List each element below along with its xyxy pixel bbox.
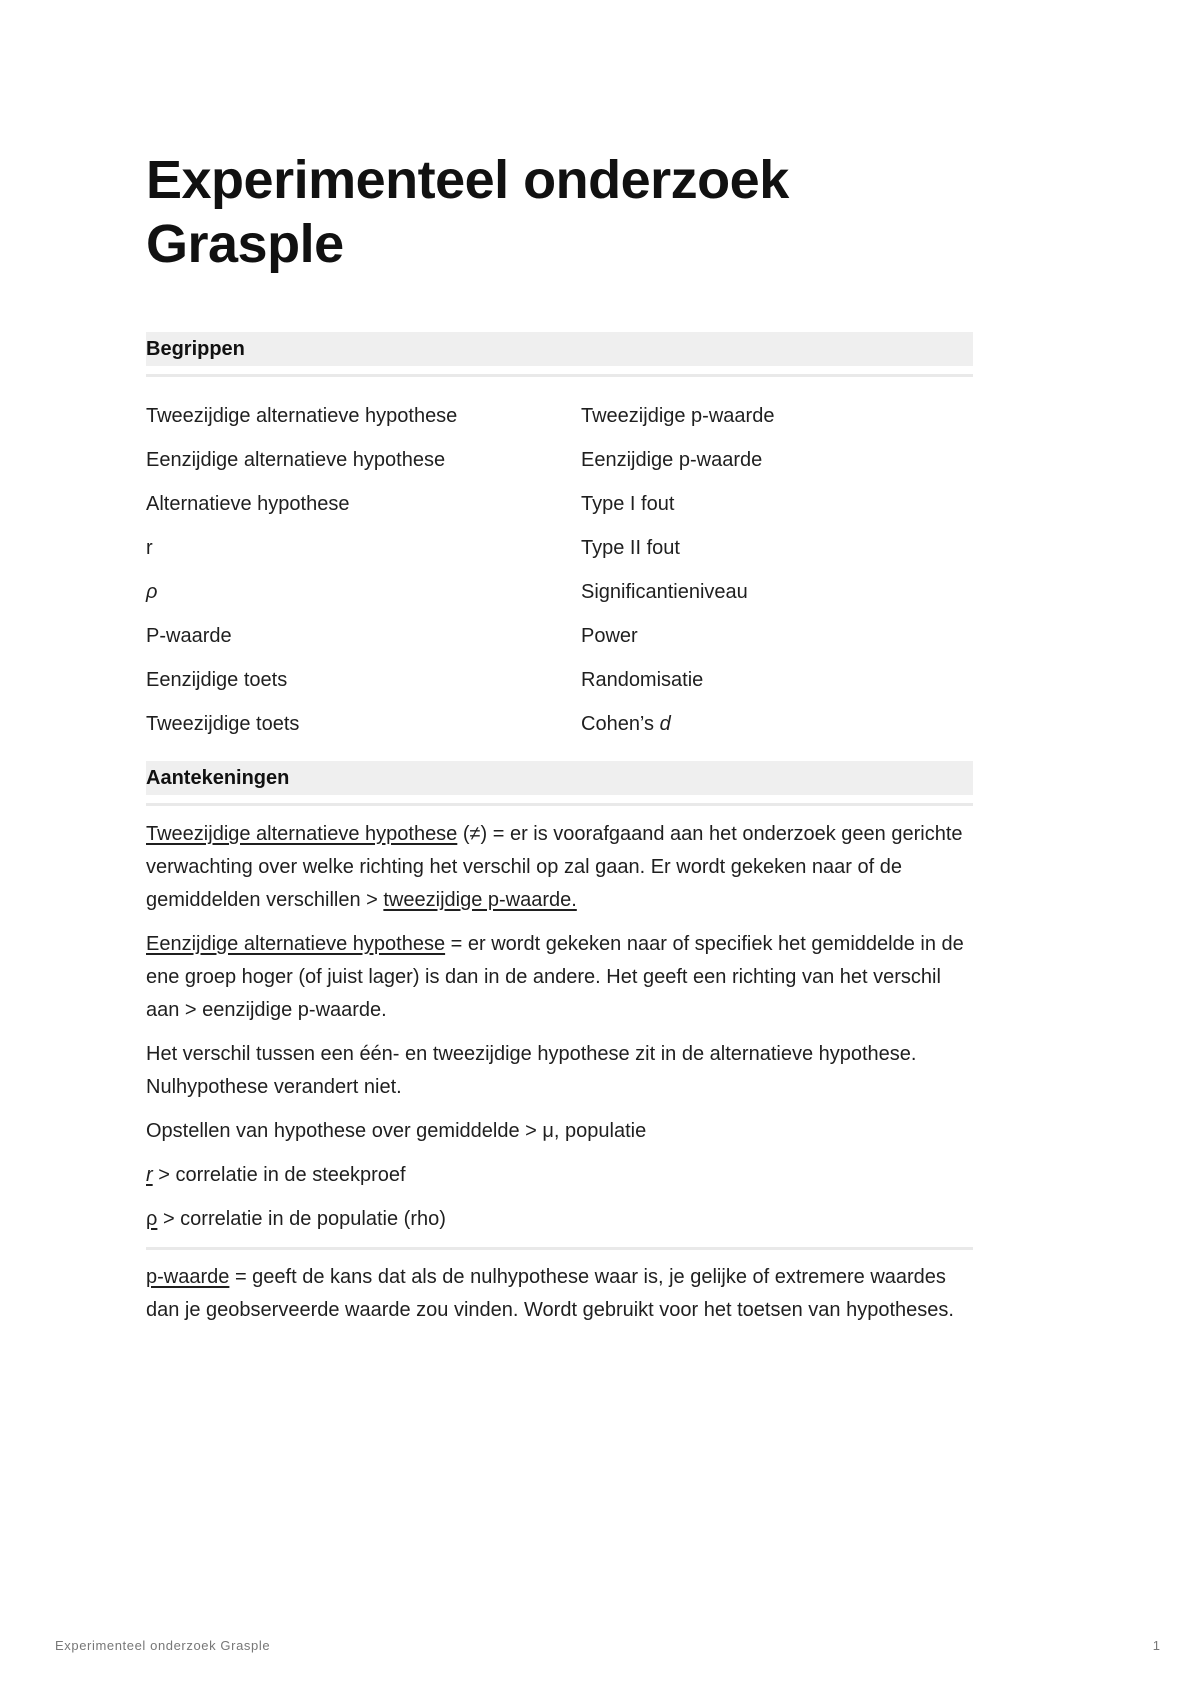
term-row (146, 394, 973, 438)
page-number: 1 (1152, 1638, 1160, 1653)
term-left: P-waarde (146, 625, 232, 647)
term-left: Tweezijdige toets (146, 713, 300, 735)
note-term-link[interactable]: Eenzijdige alternatieve hypothese (146, 933, 446, 955)
page-title: Experimenteel onderzoek Grasple (146, 150, 789, 274)
section-header-label: Begrippen (146, 338, 245, 360)
note-paragraph (146, 1203, 973, 1236)
section-header-begrippen (146, 332, 973, 366)
note-paragraph (146, 1159, 973, 1192)
term-right: Type II fout (581, 537, 680, 559)
term-right: Cohen’s d (581, 713, 671, 735)
divider (146, 1247, 973, 1250)
note-term-link[interactable]: Tweezijdige alternatieve hypothese (146, 823, 458, 845)
footer-title: Experimenteel onderzoek Grasple (55, 1638, 271, 1653)
note-term-link[interactable]: ρ (146, 1208, 158, 1230)
term-row (146, 658, 973, 702)
term-row (146, 482, 973, 526)
note-text: = geeft de kans dat als de nulhypothese waar is, je gelijke of extremere waardes dan je geobserveerde waarde zou vinden. Wordt gebruikt voor het toetsen van hypotheses. (146, 1266, 954, 1321)
note-paragraph: Opstellen van hypothese over gemiddelde > μ, populatie (146, 1120, 647, 1142)
term-row (146, 702, 973, 746)
divider (146, 374, 973, 377)
term-left: ρ (146, 581, 158, 603)
divider (146, 803, 973, 806)
note-term-link[interactable]: r (146, 1164, 153, 1186)
term-row (146, 614, 973, 658)
note-paragraph (146, 1261, 973, 1327)
term-left: Alternatieve hypothese (146, 493, 350, 515)
note-text: (≠) = er is voorafgaand aan het onderzoek geen gerichte verwachting over welke richting het verschil op zal gaan. Er wordt gekeken naar of de gemiddelden verschillen > (146, 823, 963, 911)
term-left: Tweezijdige alternatieve hypothese (146, 405, 458, 427)
term-right: Randomisatie (581, 669, 704, 691)
term-row (146, 570, 973, 614)
note-text: > correlatie in de steekproef (152, 1164, 406, 1186)
note-text: = er wordt gekeken naar of specifiek het gemiddelde in de ene groep hoger (of juist lager) is dan in de andere. Het geeft een richting van het verschil aan > eenzijdige p-waarde. (146, 933, 964, 1021)
term-left: r (146, 537, 153, 559)
section-header-aantekeningen (146, 761, 973, 795)
notes-body (146, 818, 973, 1338)
note-paragraph (146, 818, 973, 917)
terms-table (146, 394, 973, 746)
term-row (146, 526, 973, 570)
term-left: Eenzijdige toets (146, 669, 288, 691)
section-header-label: Aantekeningen (146, 767, 290, 789)
term-left: Eenzijdige alternatieve hypothese (146, 449, 446, 471)
note-term-link[interactable]: p-waarde (146, 1266, 230, 1288)
note-paragraph (146, 928, 973, 1027)
term-right: Significantieniveau (581, 581, 748, 603)
note-paragraph: Het verschil tussen een één- en tweezijdige hypothese zit in de alternatieve hypothese. Nulhypothese verandert niet. (146, 1043, 917, 1098)
term-right: Tweezijdige p-waarde (581, 405, 775, 427)
term-right: Eenzijdige p-waarde (581, 449, 763, 471)
note-text: > correlatie in de populatie (rho) (157, 1208, 446, 1230)
term-row (146, 438, 973, 482)
term-right: Power (581, 625, 638, 647)
term-right: Type I fout (581, 493, 675, 515)
note-inline-link[interactable]: tweezijdige p-waarde. (383, 889, 577, 911)
